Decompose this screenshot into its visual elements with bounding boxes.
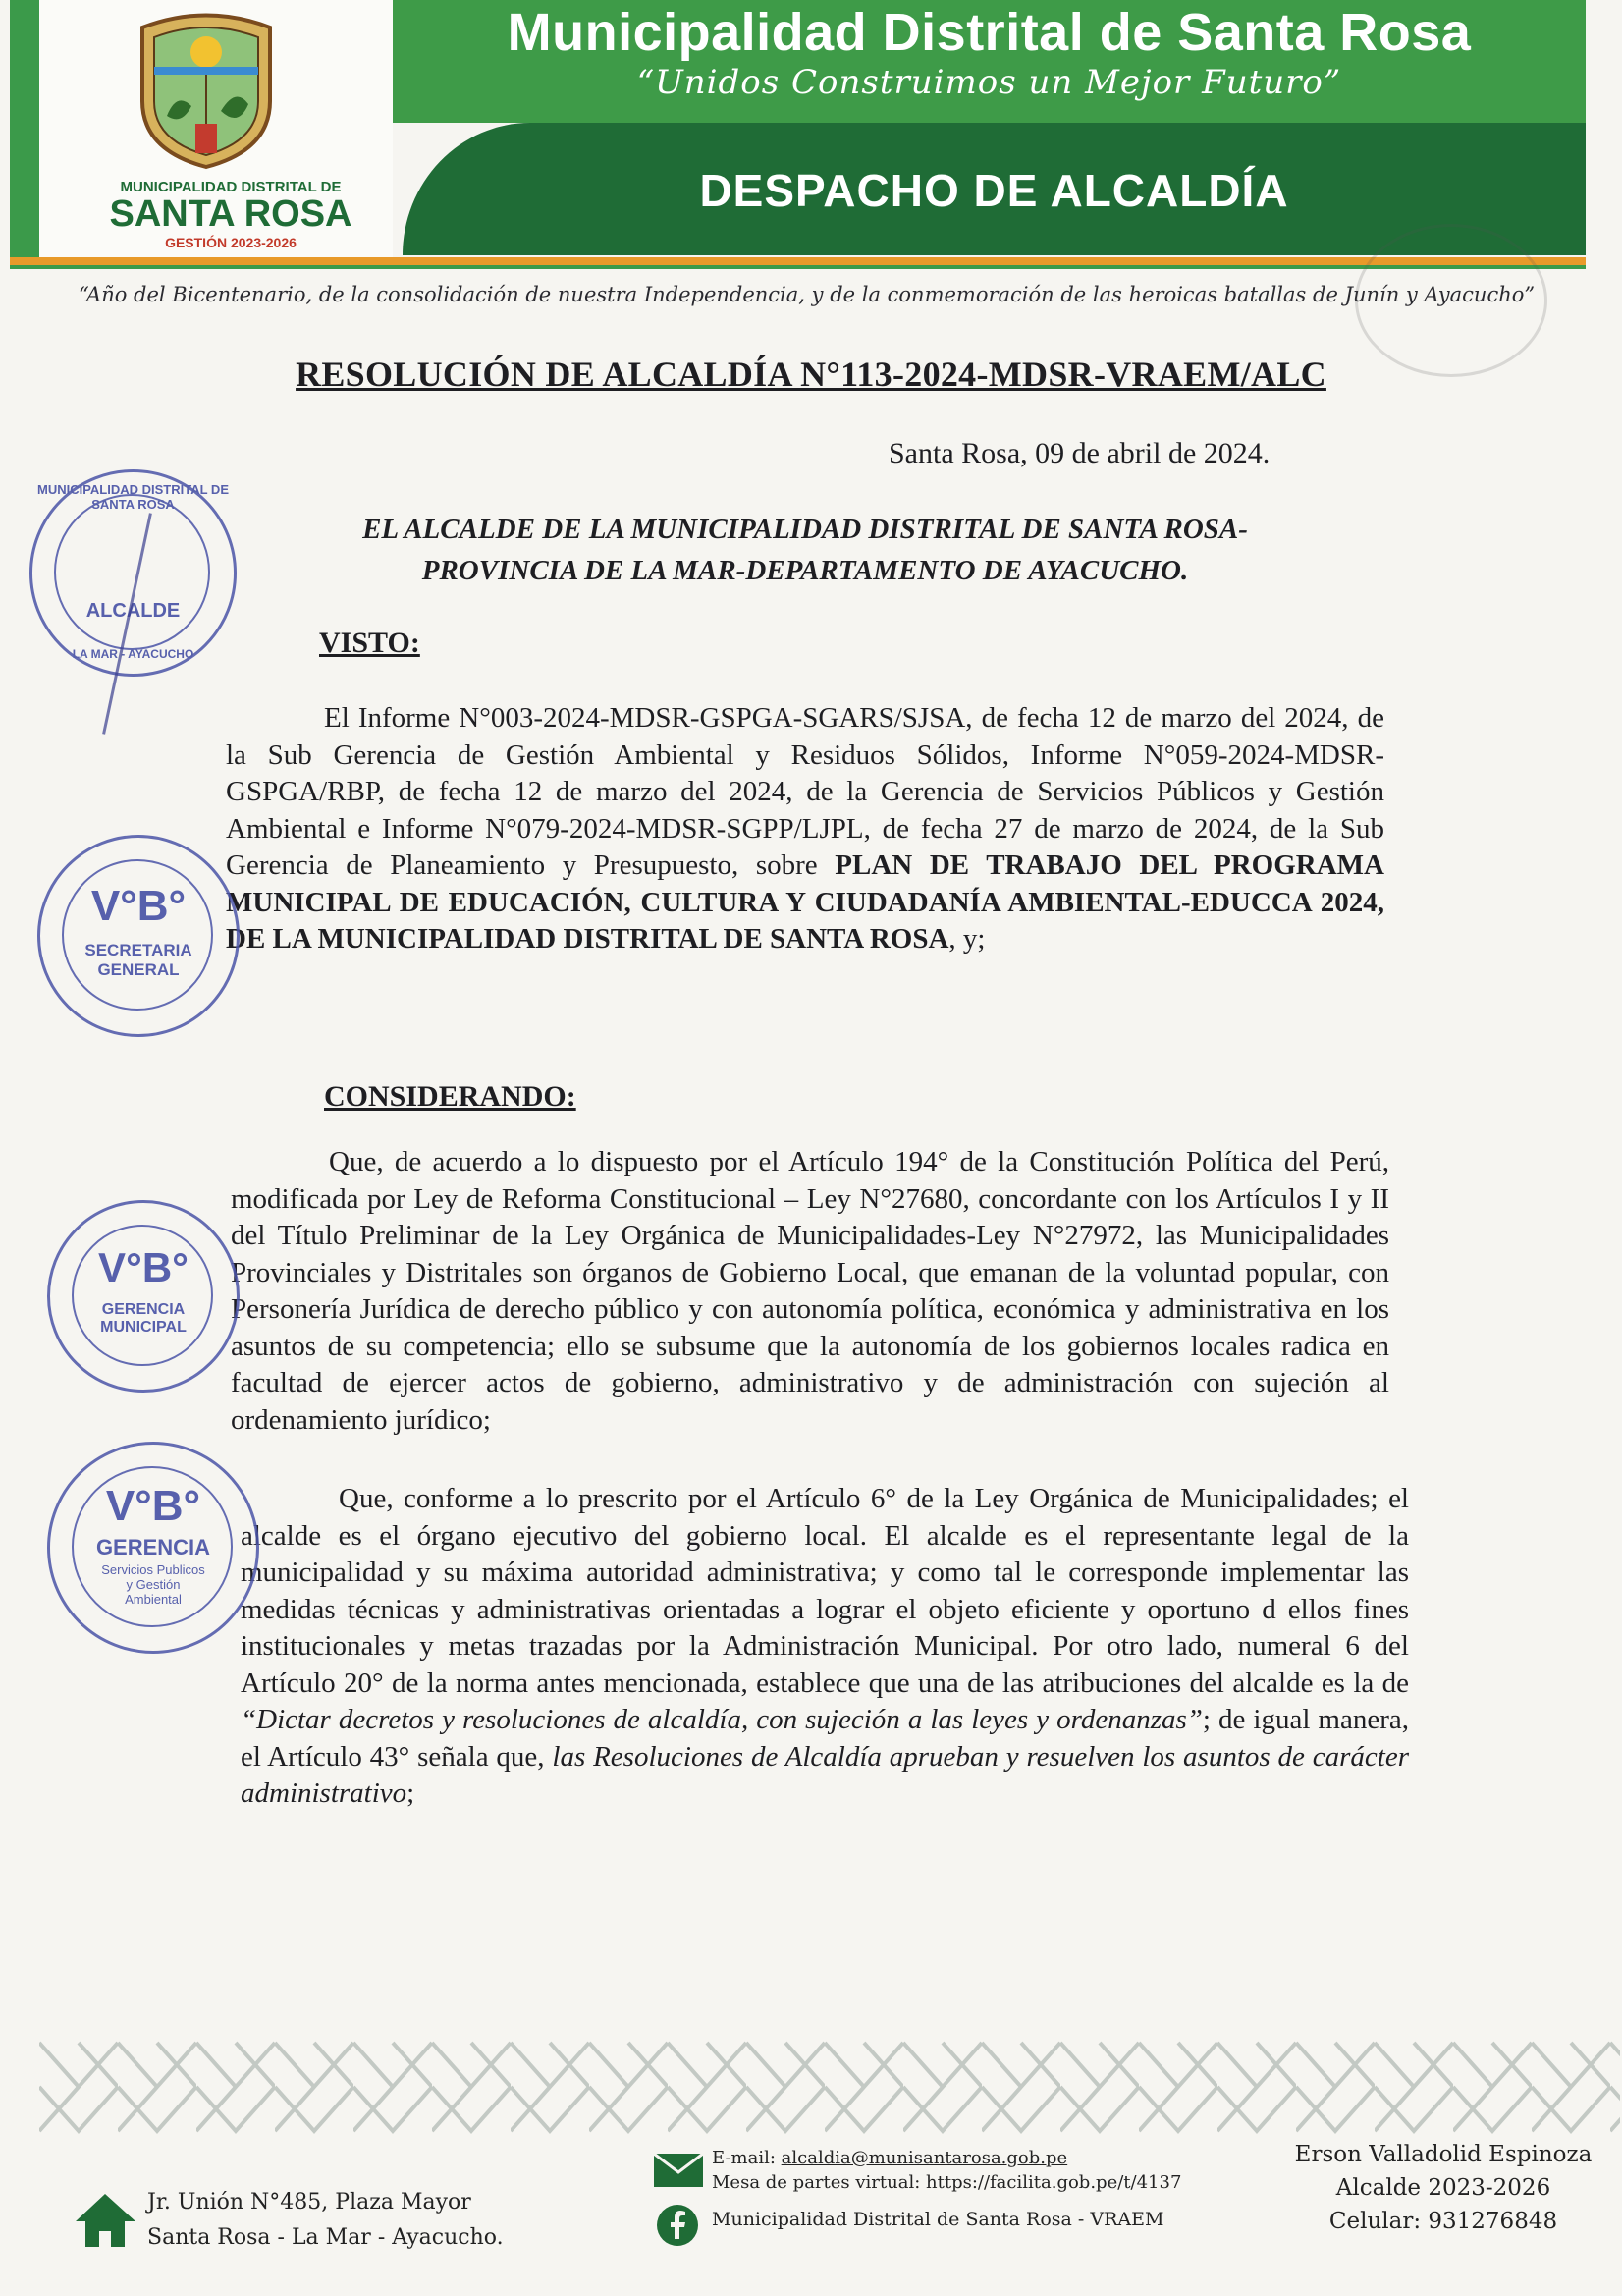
gerencia-servicios-stamp: [47, 1442, 259, 1654]
para2-ending: ;: [406, 1777, 415, 1809]
stamp-gerencia-vb: V°B°: [98, 1244, 189, 1290]
municipality-motto: “Unidos Construimos un Mejor Futuro”: [636, 63, 1342, 102]
considerando-paragraph-1: Que, de acuerdo a lo dispuesto por el Artículo 194° de la Constitución Política del Perú, modificada por Ley de Reforma Constitucional – Ley N°27680, concordante con los Artículos I y II del Título Preliminar de la Ley Orgánica de Municipalidades-Ley N°27972, las Municipalidades Provinciales y Distritales son órganos de Gobierno Local, que emanan de la voluntad popular, con Personería Jurídica de derecho público y con autonomía política, económica y administrativa en los asuntos de su competencia; ello se subsume que la autonomía de los gobiernos locales radica en facultad de ejercer actos de gobierno, administrativo y de administración con sujeción al ordenamiento jurídico;: [231, 1146, 1389, 1436]
considerando-heading: CONSIDERANDO:: [324, 1080, 576, 1113]
header-green-rule: [10, 265, 1586, 269]
para2-text: Que, conforme a lo prescrito por el Artículo 6° de la Ley Orgánica de Municipalidades; el alcalde es el órgano ejecutivo del gobierno local. El alcalde es el representante legal de la municipalidad y su máxima autoridad administrativa; y como tal le corresponde implementar las medidas técnicas y administrativas orientadas a lograr el objeto eficiente y oportuno d ellos fines institucionales y metas trazadas por la Administración Municipal. Por otro lado, numeral 6 del Artículo 20° de la norma antes mencionada, establece que una de las atribuciones del alcalde es la de: [241, 1483, 1409, 1699]
para2-quote-2: las Resoluciones de Alcaldía aprueban y resuelven los asuntos de carácter administrativo: [241, 1740, 1409, 1809]
considerando-paragraph-2: [241, 1481, 1409, 1813]
footer-zigzag-pattern: [39, 2033, 1620, 2141]
resolution-title: RESOLUCIÓN DE ALCALDÍA N°113-2024-MDSR-VRAEM/ALC: [296, 355, 1326, 394]
alcalde-line-2: PROVINCIA DE LA MAR-DEPARTAMENTO DE AYACUCHO.: [421, 555, 1189, 586]
alcalde-stamp: [29, 469, 237, 677]
secretaria-stamp: [37, 835, 240, 1037]
year-motto: “Año del Bicentenario, de la consolidación de nuestra Independencia, y de la conmemoración de las heroicas batallas de Junín y Ayacucho”: [79, 283, 1536, 306]
address-line-2: Santa Rosa - La Mar - Ayacucho.: [147, 2225, 504, 2250]
alcalde-heading: [285, 509, 1325, 591]
stamp-secretaria-label: SECRETARIA GENERAL: [84, 941, 192, 979]
municipal-shield-logo: [133, 8, 280, 170]
footer-address: [147, 2185, 504, 2256]
stamp-gerencia-servicios-sub: Servicios Publicos y Gestión Ambiental: [101, 1562, 205, 1607]
stamp-gerencia-servicios-label: GERENCIA: [95, 1535, 211, 1559]
home-icon: [74, 2192, 137, 2249]
email-link[interactable]: alcaldia@munisantarosa.gob.pe: [781, 2148, 1068, 2168]
stamp-alcalde-bottom-text: LA MAR - AYACUCHO: [72, 647, 194, 661]
visto-bold-text: PLAN DE TRABAJO DEL PROGRAMA MUNICIPAL DE EDUCACIÓN, CULTURA Y CIUDADANÍA AMBIENTAL-EDUCCA 2024, DE LA MUNICIPALIDAD DISTRITAL DE SANTA ROSA: [226, 849, 1384, 955]
header-title-band: [393, 0, 1586, 123]
stamp-gerencia-servicios-vb: V°B°: [105, 1482, 201, 1530]
gerencia-municipal-stamp: [47, 1200, 240, 1393]
mayor-role: Alcalde 2023-2026: [1335, 2175, 1551, 2201]
stamp-secretaria-vb: V°B°: [90, 882, 187, 930]
resolution-date: Santa Rosa, 09 de abril de 2024.: [889, 437, 1271, 469]
footer-contact: [712, 2146, 1181, 2195]
municipality-name: Municipalidad Distrital de Santa Rosa: [507, 3, 1472, 62]
mayor-phone: Celular: 931276848: [1328, 2209, 1558, 2234]
facebook-page[interactable]: Municipalidad Distrital de Santa Rosa - VRAEM: [712, 2209, 1164, 2230]
footer-mayor-block: [1276, 2138, 1610, 2238]
header-left-bar: [10, 0, 39, 260]
para2-middle: ; de igual manera, el Artículo 43° señala que,: [241, 1704, 1409, 1773]
header-orange-rule: [10, 257, 1586, 265]
logo-line-gestion: GESTIÓN 2023-2026: [165, 235, 297, 250]
alcalde-line-1: EL ALCALDE DE LA MUNICIPALIDAD DISTRITAL DE SANTA ROSA-: [362, 514, 1248, 545]
stamp-alcalde-top-text: MUNICIPALIDAD DISTRITAL DE SANTA ROSA: [37, 482, 229, 512]
stamp-alcalde-mid-text: ALCALDE: [85, 600, 181, 622]
visto-heading: VISTO:: [319, 627, 420, 659]
mail-icon: [653, 2153, 704, 2188]
mayor-name: Erson Valladolid Espinoza: [1294, 2142, 1593, 2167]
visto-text: El Informe N°003-2024-MDSR-GSPGA-SGARS/SJSA, de fecha 12 de marzo del 2024, de la Sub Gerencia de Gestión Ambiental y Residuos Sólidos, Informe N°059-2024-MDSR-GSPGA/RBP, de fecha 12 de marzo del 2024, de la Gerencia de Servicios Públicos y Gestión Ambiental e Informe N°079-2024-MDSR-SGPP/LJPL, de fecha 27 de marzo de 2024, de la Sub Gerencia de Planeamiento y Presupuesto, sobre: [226, 702, 1384, 881]
address-line-1: Jr. Unión N°485, Plaza Mayor: [147, 2190, 471, 2214]
email-label: E-mail:: [712, 2148, 782, 2168]
visto-ending: , y;: [948, 923, 986, 955]
visto-paragraph: [226, 700, 1384, 958]
office-name: DESPACHO DE ALCALDÍA: [699, 165, 1289, 216]
stamp-gerencia-label: GERENCIA MUNICIPAL: [100, 1301, 187, 1336]
logo-line-municipalidad: MUNICIPALIDAD DISTRITAL DE: [120, 179, 342, 195]
facebook-icon: [656, 2204, 699, 2247]
para2-quote-1: “Dictar decretos y resoluciones de alcaldía, con sujeción a las leyes y ordenanzas”: [241, 1704, 1203, 1735]
logo-line-santa-rosa: SANTA ROSA: [109, 193, 352, 235]
mesa-de-partes[interactable]: Mesa de partes virtual: https://facilita.gob.pe/t/4137: [712, 2172, 1182, 2193]
